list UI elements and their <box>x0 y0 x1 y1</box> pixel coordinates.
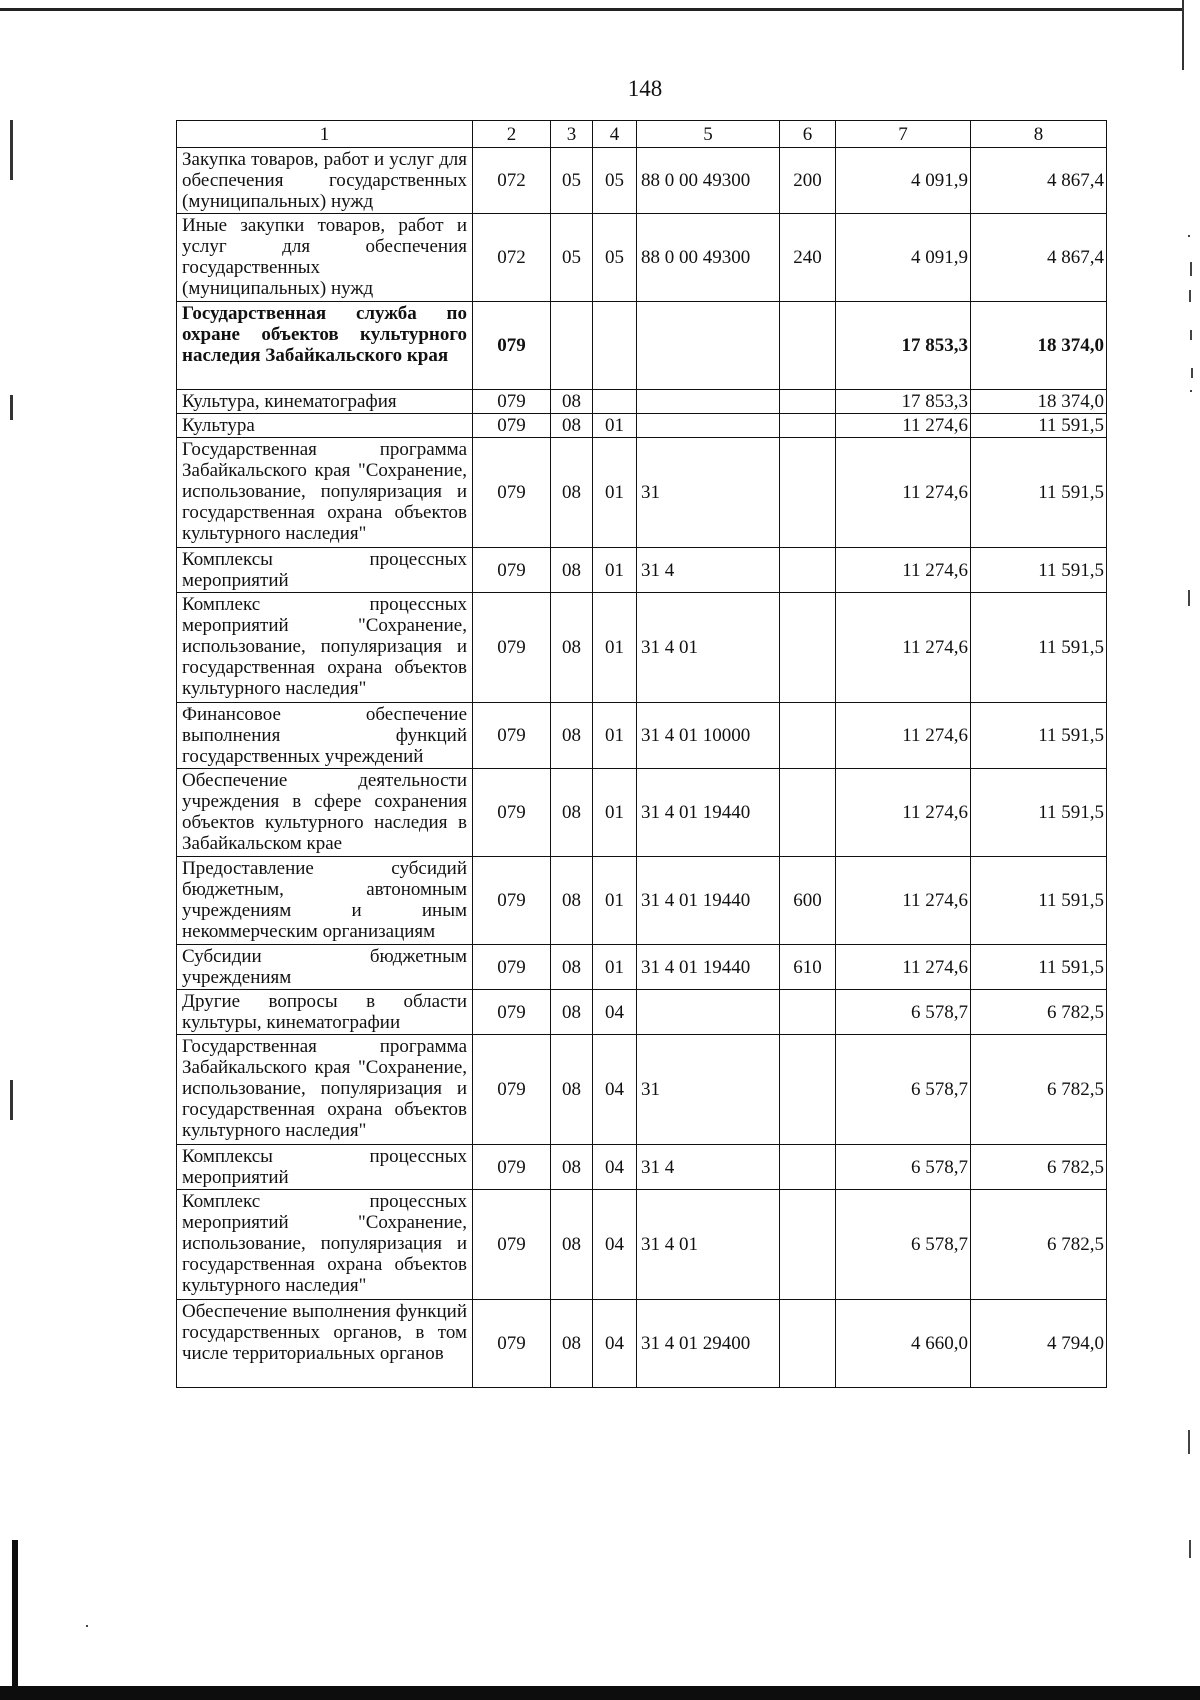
target-article-code <box>637 390 780 414</box>
expense-type-code <box>780 390 836 414</box>
expense-type-code <box>780 703 836 769</box>
subsection-code: 01 <box>593 857 637 945</box>
scan-speck <box>1190 390 1192 392</box>
scan-speck <box>86 1625 88 1627</box>
row-name: Культура, кинематография <box>177 390 473 414</box>
subsection-code <box>593 302 637 390</box>
scan-speck <box>1188 1430 1190 1454</box>
row-name: Предоставление субсидий бюджетным, автономным учреждениям и иным некоммерческим организациям <box>177 857 473 945</box>
section-code: 08 <box>551 1190 593 1300</box>
scan-border-left-upper <box>10 120 13 180</box>
admin-code: 072 <box>473 148 551 214</box>
target-article-code: 31 4 01 19440 <box>637 945 780 990</box>
target-article-code: 31 4 01 19440 <box>637 769 780 857</box>
amount-col8: 6 782,5 <box>971 1035 1107 1145</box>
section-code: 05 <box>551 214 593 302</box>
amount-col8: 11 591,5 <box>971 945 1107 990</box>
table-header-row <box>177 121 1107 148</box>
row-name: Субсидии бюджетным учреждениям <box>177 945 473 990</box>
table-row <box>177 1300 1107 1388</box>
section-code: 08 <box>551 769 593 857</box>
subsection-code: 04 <box>593 1035 637 1145</box>
amount-col7: 11 274,6 <box>836 548 971 593</box>
table-row <box>177 593 1107 703</box>
admin-code: 079 <box>473 857 551 945</box>
scan-border-right <box>1182 0 1184 70</box>
admin-code: 072 <box>473 214 551 302</box>
admin-code: 079 <box>473 1190 551 1300</box>
scan-speck <box>1188 235 1190 237</box>
subsection-code: 04 <box>593 1190 637 1300</box>
table-row <box>177 1190 1107 1300</box>
section-code: 08 <box>551 990 593 1035</box>
row-name: Государственная программа Забайкальского края "Сохранение, использование, популяризация и государственная охрана объектов культурного наследия" <box>177 438 473 548</box>
amount-col7: 6 578,7 <box>836 1145 971 1190</box>
target-article-code: 31 4 01 10000 <box>637 703 780 769</box>
amount-col8: 11 591,5 <box>971 438 1107 548</box>
expense-type-code <box>780 1035 836 1145</box>
subsection-code: 01 <box>593 769 637 857</box>
amount-col7: 6 578,7 <box>836 990 971 1035</box>
subsection-code: 04 <box>593 1145 637 1190</box>
expense-type-code <box>780 302 836 390</box>
amount-col7: 11 274,6 <box>836 414 971 438</box>
target-article-code: 31 4 <box>637 548 780 593</box>
admin-code: 079 <box>473 438 551 548</box>
scan-border-bottom <box>0 1686 1200 1700</box>
scan-speck <box>1190 330 1192 340</box>
table-row <box>177 990 1107 1035</box>
scan-speck <box>1191 368 1193 378</box>
column-header: 5 <box>637 121 780 148</box>
amount-col8: 4 794,0 <box>971 1300 1107 1388</box>
section-code <box>551 302 593 390</box>
column-header: 7 <box>836 121 971 148</box>
row-name: Комплекс процессных мероприятий "Сохранение, использование, популяризация и государственная охрана объектов культурного наследия" <box>177 593 473 703</box>
row-name: Комплексы процессных мероприятий <box>177 1145 473 1190</box>
table-row <box>177 548 1107 593</box>
subsection-code: 01 <box>593 593 637 703</box>
row-name: Государственная программа Забайкальского края "Сохранение, использование, популяризация и государственная охрана объектов культурного наследия" <box>177 1035 473 1145</box>
column-header: 3 <box>551 121 593 148</box>
target-article-code <box>637 990 780 1035</box>
expense-type-code: 610 <box>780 945 836 990</box>
amount-col8: 11 591,5 <box>971 769 1107 857</box>
scan-border-left-middle <box>10 395 13 420</box>
column-header: 1 <box>177 121 473 148</box>
amount-col8: 6 782,5 <box>971 990 1107 1035</box>
amount-col8: 4 867,4 <box>971 214 1107 302</box>
row-name: Комплексы процессных мероприятий <box>177 548 473 593</box>
admin-code: 079 <box>473 945 551 990</box>
expense-type-code <box>780 1145 836 1190</box>
amount-col7: 17 853,3 <box>836 390 971 414</box>
target-article-code: 31 4 01 <box>637 593 780 703</box>
row-name: Обеспечение деятельности учреждения в сфере сохранения объектов культурного наследия в Забайкальском крае <box>177 769 473 857</box>
section-code: 08 <box>551 1145 593 1190</box>
amount-col8: 11 591,5 <box>971 703 1107 769</box>
scan-speck <box>1190 262 1192 276</box>
amount-col7: 6 578,7 <box>836 1035 971 1145</box>
expense-type-code <box>780 769 836 857</box>
target-article-code <box>637 302 780 390</box>
section-code: 08 <box>551 414 593 438</box>
row-name: Государственная служба по охране объектов культурного наследия Забайкальского края <box>177 302 473 390</box>
table-row <box>177 414 1107 438</box>
section-code: 08 <box>551 1300 593 1388</box>
row-name: Финансовое обеспечение выполнения функций государственных учреждений <box>177 703 473 769</box>
scan-border-top <box>0 8 1182 11</box>
section-code: 08 <box>551 593 593 703</box>
section-code: 08 <box>551 945 593 990</box>
scan-speck <box>1189 290 1191 302</box>
target-article-code: 31 4 <box>637 1145 780 1190</box>
section-code: 08 <box>551 703 593 769</box>
expense-type-code: 600 <box>780 857 836 945</box>
subsection-code: 01 <box>593 438 637 548</box>
table-row <box>177 1035 1107 1145</box>
admin-code: 079 <box>473 703 551 769</box>
admin-code: 079 <box>473 769 551 857</box>
amount-col7: 11 274,6 <box>836 593 971 703</box>
table-row <box>177 148 1107 214</box>
admin-code: 079 <box>473 1300 551 1388</box>
table-row <box>177 703 1107 769</box>
section-code: 05 <box>551 148 593 214</box>
section-code: 08 <box>551 548 593 593</box>
admin-code: 079 <box>473 1035 551 1145</box>
amount-col8: 18 374,0 <box>971 390 1107 414</box>
amount-col7: 4 091,9 <box>836 148 971 214</box>
subsection-code: 01 <box>593 703 637 769</box>
admin-code: 079 <box>473 302 551 390</box>
scan-speck <box>1188 590 1190 606</box>
amount-col7: 11 274,6 <box>836 438 971 548</box>
row-name: Обеспечение выполнения функций государственных органов, в том числе территориальных органов <box>177 1300 473 1388</box>
row-name: Культура <box>177 414 473 438</box>
budget-table <box>176 120 1107 1388</box>
expense-type-code <box>780 593 836 703</box>
amount-col8: 11 591,5 <box>971 593 1107 703</box>
target-article-code: 31 <box>637 1035 780 1145</box>
row-name: Другие вопросы в области культуры, кинематографии <box>177 990 473 1035</box>
target-article-code: 31 4 01 29400 <box>637 1300 780 1388</box>
subsection-code: 01 <box>593 548 637 593</box>
amount-col8: 18 374,0 <box>971 302 1107 390</box>
table-row <box>177 214 1107 302</box>
column-header: 2 <box>473 121 551 148</box>
row-name: Комплекс процессных мероприятий "Сохранение, использование, популяризация и государственная охрана объектов культурного наследия" <box>177 1190 473 1300</box>
expense-type-code <box>780 548 836 593</box>
table-row <box>177 857 1107 945</box>
subsection-code: 04 <box>593 1300 637 1388</box>
expense-type-code <box>780 1300 836 1388</box>
subsection-code <box>593 390 637 414</box>
target-article-code: 88 0 00 49300 <box>637 148 780 214</box>
table-row <box>177 1145 1107 1190</box>
subsection-code: 01 <box>593 414 637 438</box>
section-code: 08 <box>551 857 593 945</box>
amount-col7: 11 274,6 <box>836 857 971 945</box>
expense-type-code <box>780 990 836 1035</box>
row-name: Иные закупки товаров, работ и услуг для обеспечения государственных (муниципальных) нужд <box>177 214 473 302</box>
subsection-code: 05 <box>593 214 637 302</box>
admin-code: 079 <box>473 548 551 593</box>
scan-border-left-lower <box>10 1080 13 1120</box>
admin-code: 079 <box>473 593 551 703</box>
target-article-code: 31 4 01 19440 <box>637 857 780 945</box>
column-header: 8 <box>971 121 1107 148</box>
admin-code: 079 <box>473 390 551 414</box>
admin-code: 079 <box>473 990 551 1035</box>
target-article-code: 31 4 01 <box>637 1190 780 1300</box>
expense-type-code: 200 <box>780 148 836 214</box>
target-article-code: 88 0 00 49300 <box>637 214 780 302</box>
amount-col7: 6 578,7 <box>836 1190 971 1300</box>
amount-col8: 11 591,5 <box>971 548 1107 593</box>
subsection-code: 01 <box>593 945 637 990</box>
amount-col8: 11 591,5 <box>971 414 1107 438</box>
expense-type-code: 240 <box>780 214 836 302</box>
row-name: Закупка товаров, работ и услуг для обеспечения государственных (муниципальных) нужд <box>177 148 473 214</box>
table-row <box>177 438 1107 548</box>
amount-col8: 6 782,5 <box>971 1190 1107 1300</box>
table-row <box>177 390 1107 414</box>
section-code: 08 <box>551 438 593 548</box>
table-row <box>177 769 1107 857</box>
subsection-code: 04 <box>593 990 637 1035</box>
admin-code: 079 <box>473 1145 551 1190</box>
table-row <box>177 945 1107 990</box>
amount-col8: 6 782,5 <box>971 1145 1107 1190</box>
subsection-code: 05 <box>593 148 637 214</box>
expense-type-code <box>780 1190 836 1300</box>
amount-col8: 4 867,4 <box>971 148 1107 214</box>
amount-col7: 17 853,3 <box>836 302 971 390</box>
scan-speck <box>1189 1540 1191 1558</box>
target-article-code: 31 <box>637 438 780 548</box>
amount-col7: 11 274,6 <box>836 769 971 857</box>
amount-col7: 4 660,0 <box>836 1300 971 1388</box>
target-article-code <box>637 414 780 438</box>
amount-col7: 11 274,6 <box>836 703 971 769</box>
column-header: 4 <box>593 121 637 148</box>
page-number: 148 <box>627 76 663 101</box>
expense-type-code <box>780 438 836 548</box>
admin-code: 079 <box>473 414 551 438</box>
column-header: 6 <box>780 121 836 148</box>
amount-col7: 11 274,6 <box>836 945 971 990</box>
amount-col7: 4 091,9 <box>836 214 971 302</box>
section-code: 08 <box>551 1035 593 1145</box>
table-row <box>177 302 1107 390</box>
amount-col8: 11 591,5 <box>971 857 1107 945</box>
section-code: 08 <box>551 390 593 414</box>
scan-border-left-bottom <box>12 1540 18 1700</box>
expense-type-code <box>780 414 836 438</box>
